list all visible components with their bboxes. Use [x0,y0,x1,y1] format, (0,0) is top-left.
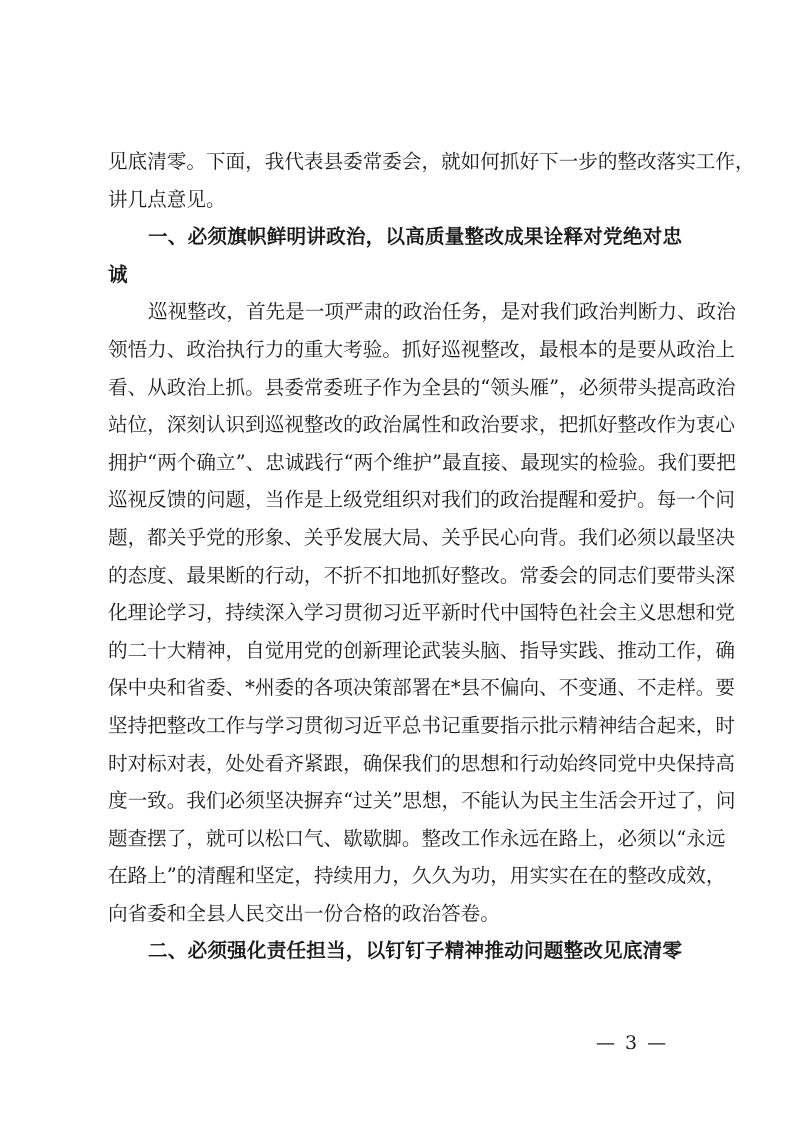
body-text-line: 站位，深刻认识到巡视整改的政治属性和政治要求，把抓好整改作为衷心 [108,413,735,437]
section-heading-2: 二、必须强化责任担当，以钉钉子精神推动问题整改见底清零 [148,939,682,963]
body-text-line: 在路上”的清醒和坚定，持续用力，久久为功，用实实在在的整改成效， [108,864,726,888]
body-text-line: 拥护“两个确立”、忠诚践行“两个维护”最直接、最现实的检验。我们要把 [108,450,736,474]
body-text-line: 化理论学习，持续深入学习贯彻习近平新时代中国特色社会主义思想和党 [108,601,735,625]
body-text-line: 的态度、最果断的行动，不折不扣地抓好整改。常委会的同志们要带头深 [108,563,735,587]
body-text-line: 度一致。我们必须坚决摒弃“过关”思想，不能认为民主生活会开过了，问 [108,789,736,813]
body-text-line: 领悟力、政治执行力的重大考验。抓好巡视整改，最根本的是要从政治上 [108,337,735,361]
body-text-line: 坚持把整改工作与学习贯彻习近平总书记重要指示批示精神结合起来，时 [108,713,735,737]
body-text-line: 题查摆了，就可以松口气、歇歇脚。整改工作永远在路上，必须以“永远 [108,826,726,850]
body-text-line: 见底清零。下面，我代表县委常委会，就如何抓好下一步的整改落实工作， [108,150,755,173]
body-text-line: 巡视整改，首先是一项严肃的政治任务，是对我们政治判断力、政治 [148,300,736,324]
body-text-line: 的二十大精神，自觉用党的创新理论武装头脑、指导实践、推动工作，确 [108,638,735,662]
document-body [108,143,755,970]
section-heading-1: 一、必须旗帜鲜明讲政治，以高质量整改成果诠释对党绝对忠 [148,225,682,249]
body-text-line: 保中央和省委、*州委的各项决策部署在*县不偏向、不变通、不走样。要 [108,676,735,700]
body-text-line: 时对标对表，处处看齐紧跟，确保我们的思想和行动始终同党中央保持高 [108,751,735,775]
body-text-line: 巡视反馈的问题，当作是上级党组织对我们的政治提醒和爱护。每一个问 [108,488,735,512]
body-text-line: 向省委和全县人民交出一份合格的政治答卷。 [108,901,500,925]
page-number: — 3 — [596,1032,669,1054]
body-text-line: 讲几点意见。 [108,187,226,211]
section-heading-1-cont: 诚 [108,262,128,286]
body-text-line: 看、从政治上抓。县委常委班子作为全县的“领头雁”，必须带头提高政治 [108,375,736,399]
body-text-line: 题，都关乎党的形象、关乎发展大局、关乎民心向背。我们必须以最坚决 [108,525,735,549]
